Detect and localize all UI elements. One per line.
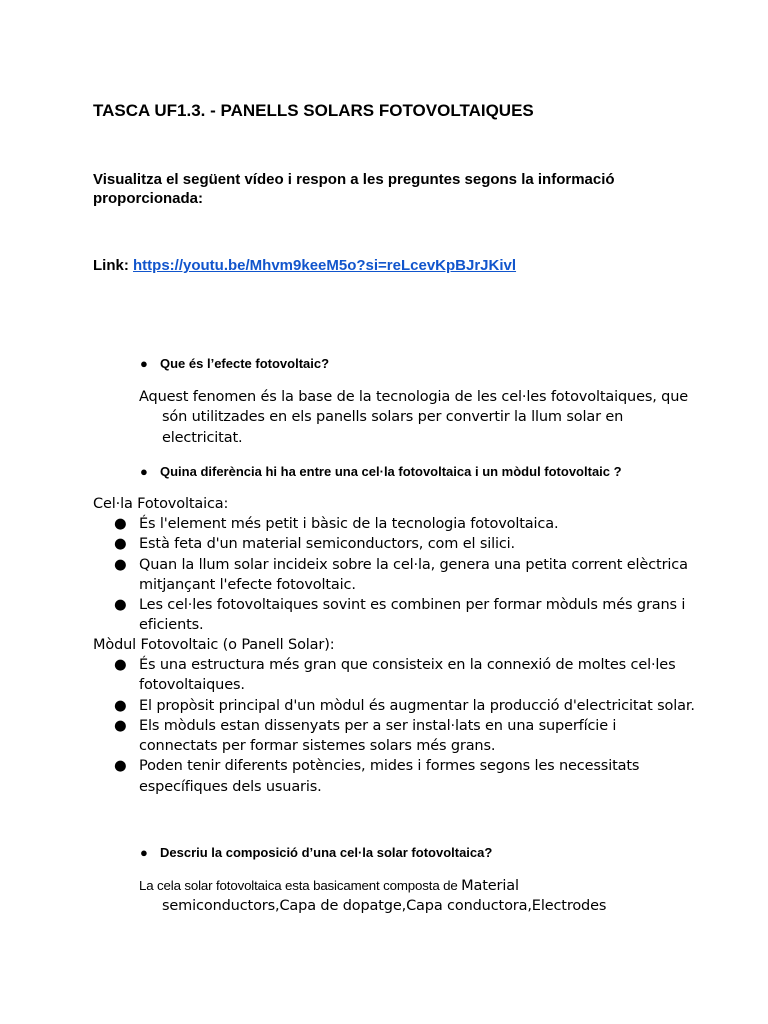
list-item: [114, 595, 684, 636]
list-item-line: Quan la llum solar incideix sobre la cel·la, genera una petita corrent elèctrica: [139, 556, 688, 573]
question-text: Descriu la composició d’una cel·la solar fotovoltaica?: [160, 845, 493, 860]
video-link[interactable]: https://youtu.be/Mhvm9keeM5o?si=reLcevKpBJrJKivl: [133, 257, 517, 274]
module-bullet-list: [114, 655, 695, 797]
list-item-line: Poden tenir diferents potències, mides i formes segons les necessitats: [139, 758, 640, 775]
list-item-line: connectats per formar sistemes solars més grans.: [139, 738, 496, 755]
answer-line: semiconductors,Capa de dopatge,Capa conductora,Electrodes: [162, 898, 607, 915]
bullet-icon: ●: [140, 464, 148, 479]
list-item: [114, 756, 684, 797]
bullet-icon: ●: [114, 597, 127, 614]
list-item-line: fotovoltaiques.: [139, 677, 245, 694]
bullet-icon: ●: [114, 717, 127, 734]
answer-3: [139, 876, 679, 917]
link-row: [93, 257, 516, 274]
cell-bullet-list: [114, 514, 688, 636]
intro-line: proporcionada:: [93, 190, 204, 207]
list-item: [114, 696, 695, 716]
list-item: [114, 716, 684, 757]
list-item-line: El propòsit principal d'un mòdul és augmentar la producció d'electricitat solar.: [139, 697, 695, 714]
bullet-icon: ●: [114, 516, 127, 532]
list-item: [114, 555, 688, 596]
question-text: Que és l’efecte fotovoltaic?: [160, 356, 330, 371]
list-item-line: específiques dels usuaris.: [139, 778, 322, 795]
list-item-line: eficients.: [139, 617, 204, 634]
list-item-line: Els mòduls estan dissenyats per a ser instal·lats en una superfície i: [139, 717, 617, 734]
list-item: [114, 514, 684, 534]
intro-line: Visualitza el següent vídeo i respon a les preguntes segons la informació: [93, 171, 615, 188]
answer-1: [139, 387, 689, 448]
intro-text: [93, 170, 653, 208]
answer-line: [139, 876, 679, 896]
answer-text: Material: [461, 878, 519, 894]
bullet-icon: ●: [140, 356, 148, 371]
section-heading-cell: Cel·la Fotovoltaica:: [93, 496, 229, 512]
answer-line: Aquest fenomen és la base de la tecnologia de les cel·les fotovoltaiques, que: [139, 389, 689, 405]
list-item: [114, 655, 684, 696]
answer-text-small: La cela solar fotovoltaica esta basicament composta de: [139, 878, 462, 893]
list-item-line: mitjançant l'efecte fotovoltaic.: [139, 576, 356, 593]
bullet-icon: ●: [114, 556, 127, 573]
bullet-icon: ●: [114, 657, 127, 673]
list-item: [114, 534, 684, 554]
bullet-icon: ●: [114, 536, 127, 553]
document-title: TASCA UF1.3. - PANELLS SOLARS FOTOVOLTAIQUES: [93, 101, 534, 120]
question-text: Quina diferència hi ha entre una cel·la fotovoltaica i un mòdul fotovoltaic ?: [160, 464, 622, 479]
bullet-icon: ●: [140, 845, 148, 860]
bullet-icon: ●: [114, 758, 127, 775]
bullet-icon: ●: [114, 697, 127, 714]
list-item-line: Està feta d'un material semiconductors, com el silici.: [139, 536, 516, 553]
section-heading-module: Mòdul Fotovoltaic (o Panell Solar):: [93, 637, 335, 653]
list-item-line: És l'element més petit i bàsic de la tecnologia fotovoltaica.: [139, 516, 559, 532]
list-item-line: Les cel·les fotovoltaiques sovint es combinen per formar mòduls més grans i: [139, 597, 686, 614]
answer-line: electricitat.: [162, 429, 243, 446]
link-label: Link:: [93, 257, 129, 274]
list-item-line: És una estructura més gran que consisteix en la connexió de moltes cel·les: [139, 657, 676, 673]
answer-line: són utilitzades en els panells solars per convertir la llum solar en: [162, 409, 624, 426]
